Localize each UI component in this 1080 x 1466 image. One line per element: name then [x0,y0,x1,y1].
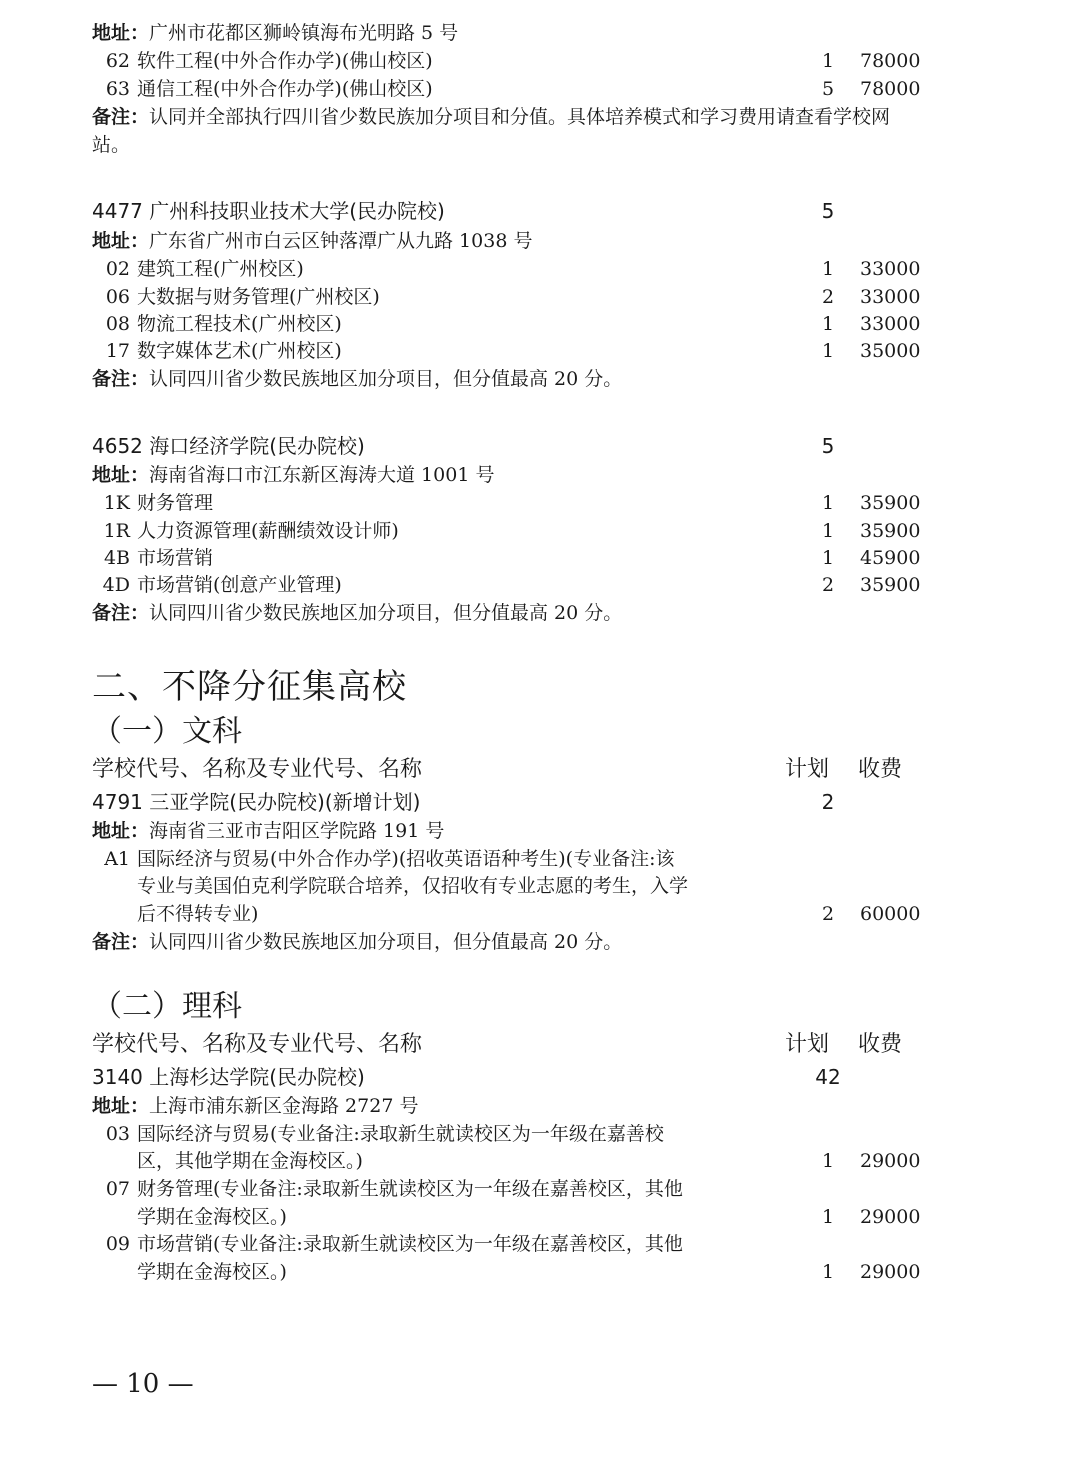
major-name: 学期在金海校区。) [137,1206,287,1228]
school-title: 4791 三亚学院(民办院校)(新增计划) [92,790,421,814]
major-row [0,337,1080,365]
major-row [0,544,1080,572]
major-name: 区，其他学期在金海校区。) [137,1150,363,1172]
major-fee: 33000 [860,313,921,335]
note-line [0,103,1080,131]
note-line-continued [0,131,1080,159]
major-code: 17 [105,340,130,362]
major-row-continued [0,900,1080,928]
address-line [0,817,1080,845]
school-plan: 2 [821,790,835,814]
address-label: 地址： [92,230,150,252]
major-fee: 45900 [860,547,921,569]
major-row [0,47,1080,75]
page-number: — 10 — [92,1369,194,1399]
major-code: 62 [105,50,130,72]
subsection-title-science: （二）理科 [92,989,242,1024]
school-title: 4652 海口经济学院(民办院校) [92,434,365,458]
address-label: 地址： [92,820,150,842]
note-text: 认同四川省少数民族地区加分项目，但分值最高 20 分。 [149,931,623,953]
address-line [0,19,1080,47]
major-name: 专业与美国伯克利学院联合培养，仅招收有专业志愿的考生，入学 [137,875,689,897]
address-line [0,1092,1080,1120]
major-row [0,255,1080,283]
major-row-continued [0,872,1080,900]
major-plan: 2 [821,286,835,308]
school-plan: 5 [821,199,835,223]
major-row [0,1230,1080,1258]
major-fee: 29000 [860,1261,921,1283]
major-name: 后不得转专业) [137,903,259,925]
major-plan: 1 [821,520,835,542]
major-code: 07 [105,1178,130,1200]
major-row-continued [0,1147,1080,1175]
note-line [0,928,1080,956]
column-header-fee: 收费 [858,1032,903,1057]
address-text: 海南省三亚市吉阳区学院路 191 号 [149,820,445,842]
major-name: 通信工程(中外合作办学)(佛山校区) [137,78,433,100]
school-heading [0,1063,1080,1091]
column-header-fee: 收费 [858,757,903,782]
major-row [0,517,1080,545]
major-name: 建筑工程(广州校区) [137,258,304,280]
major-code: A1 [104,848,130,870]
major-plan: 1 [821,50,835,72]
school-heading [0,788,1080,816]
address-label: 地址： [92,1095,150,1117]
major-code: 4B [103,547,130,569]
column-header-name: 学校代号、名称及专业代号、名称 [92,1032,423,1057]
major-code: 1R [103,520,130,542]
major-name: 财务管理 [137,492,214,514]
major-name: 数字媒体艺术(广州校区) [137,340,342,362]
major-name: 市场营销(创意产业管理) [137,574,342,596]
major-plan: 1 [821,1206,835,1228]
major-plan: 1 [821,313,835,335]
major-fee: 60000 [860,903,921,925]
major-name: 物流工程技术(广州校区) [137,313,342,335]
note-label: 备注： [92,368,150,390]
school-heading [0,432,1080,460]
major-name: 国际经济与贸易(中外合作办学)(招收英语语种考生)(专业备注:该 [137,848,675,870]
column-header-plan: 计划 [785,757,830,782]
major-name: 软件工程(中外合作办学)(佛山校区) [137,50,433,72]
major-row [0,845,1080,873]
address-text: 海南省海口市江东新区海涛大道 1001 号 [149,464,495,486]
note-text: 认同四川省少数民族地区加分项目，但分值最高 20 分。 [149,368,623,390]
school-heading [0,197,1080,225]
major-fee: 33000 [860,286,921,308]
major-fee: 29000 [860,1206,921,1228]
note-text: 认同并全部执行四川省少数民族加分项目和分值。具体培养模式和学习费用请查看学校网 [149,106,891,128]
note-line [0,365,1080,393]
note-label: 备注： [92,106,150,128]
address-text: 广东省广州市白云区钟落潭广从九路 1038 号 [149,230,533,252]
note-label: 备注： [92,602,150,624]
column-header-name: 学校代号、名称及专业代号、名称 [92,757,423,782]
major-code: 4D [102,574,130,596]
major-row [0,571,1080,599]
major-plan: 1 [821,1261,835,1283]
address-line [0,461,1080,489]
major-plan: 1 [821,547,835,569]
address-text: 上海市浦东新区金海路 2727 号 [149,1095,419,1117]
major-row-continued [0,1203,1080,1231]
major-row [0,489,1080,517]
major-plan: 5 [821,78,835,100]
major-row [0,283,1080,311]
major-code: 03 [105,1123,130,1145]
note-label: 备注： [92,931,150,953]
major-fee: 33000 [860,258,921,280]
address-label: 地址： [92,464,150,486]
note-text: 认同四川省少数民族地区加分项目，但分值最高 20 分。 [149,602,623,624]
major-name: 市场营销 [137,547,214,569]
major-code: 63 [105,78,130,100]
address-line [0,227,1080,255]
school-plan: 5 [821,434,835,458]
major-name: 财务管理(专业备注:录取新生就读校区为一年级在嘉善校区，其他 [137,1178,683,1200]
major-fee: 35900 [860,492,921,514]
school-title: 3140 上海杉达学院(民办院校) [92,1065,365,1089]
major-name: 人力资源管理(薪酬绩效设计师) [137,520,399,542]
note-text: 站。 [92,134,131,156]
major-row-continued [0,1258,1080,1286]
major-name: 大数据与财务管理(广州校区) [137,286,380,308]
major-fee: 35000 [860,340,921,362]
major-plan: 1 [821,492,835,514]
major-fee: 35900 [860,574,921,596]
address-label: 地址： [92,22,150,44]
major-row [0,75,1080,103]
major-row [0,310,1080,338]
major-name: 国际经济与贸易(专业备注:录取新生就读校区为一年级在嘉善校 [137,1123,664,1145]
major-plan: 1 [821,340,835,362]
major-fee: 29000 [860,1150,921,1172]
major-code: 09 [105,1233,130,1255]
major-row [0,1120,1080,1148]
major-plan: 2 [821,574,835,596]
address-text: 广州市花都区狮岭镇海布光明路 5 号 [149,22,459,44]
major-plan: 2 [821,903,835,925]
major-code: 02 [105,258,130,280]
note-line [0,599,1080,627]
major-code: 06 [105,286,130,308]
major-plan: 1 [821,1150,835,1172]
school-plan: 42 [815,1065,841,1089]
major-name: 学期在金海校区。) [137,1261,287,1283]
section-title: 二、不降分征集高校 [92,667,407,707]
column-header-plan: 计划 [785,1032,830,1057]
major-fee: 35900 [860,520,921,542]
major-code: 1K [103,492,130,514]
major-row [0,1175,1080,1203]
major-name: 市场营销(专业备注:录取新生就读校区为一年级在嘉善校区，其他 [137,1233,683,1255]
major-plan: 1 [821,258,835,280]
major-fee: 78000 [860,78,921,100]
major-fee: 78000 [860,50,921,72]
school-title: 4477 广州科技职业技术大学(民办院校) [92,199,445,223]
subsection-title-arts: （一）文科 [92,714,242,749]
major-code: 08 [105,313,130,335]
